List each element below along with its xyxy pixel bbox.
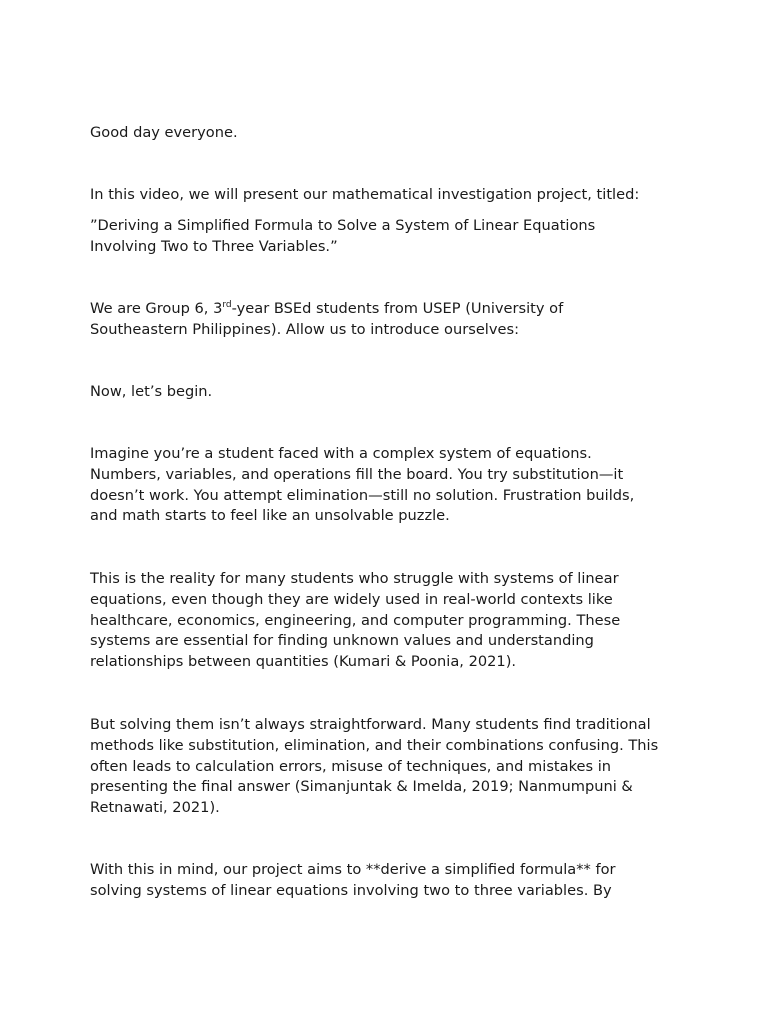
text-line: Involving Two to Three Variables.” [90,237,338,255]
begin-paragraph [90,382,690,403]
text-line: solving systems of linear equations involving two to three variables. By [90,881,612,899]
intro-paragraph [90,185,690,206]
text-line: Retnawati, 2021). [90,799,220,817]
solving-paragraph [90,715,690,819]
text-line [90,299,690,320]
text-line: But solving them isn’t always straightforward. Many students find traditional [90,716,651,733]
text-line: healthcare, economics, engineering, and computer programming. These [90,611,621,629]
text-line: In this video, we will present our mathematical investigation project, titled: [90,186,640,203]
text-segment: We are Group 6, 3 [90,300,223,317]
text-line: and math starts to feel like an unsolvable puzzle. [90,507,450,525]
imagine-paragraph [90,444,690,527]
text-line: Imagine you’re a student faced with a complex system of equations. [90,445,592,462]
text-line: relationships between quantities (Kumari & Poonia, 2021). [90,653,517,671]
group-intro-paragraph [90,299,690,341]
text-line: doesn’t work. You attempt elimination—still no solution. Frustration builds, [90,486,635,504]
text-line: With this in mind, our project aims to **derive a simplified formula** for [90,861,616,878]
reality-paragraph [90,569,690,673]
text-line: methods like substitution, elimination, and their combinations confusing. This [90,736,659,754]
text-line: Good day everyone. [90,124,238,141]
text-line: presenting the final answer (Simanjuntak & Imelda, 2019; Nanmumpuni & [90,778,633,796]
text-line: often leads to calculation errors, misuse of techniques, and mistakes in [90,757,612,775]
greeting-paragraph [90,123,690,144]
project-title-paragraph [90,216,690,258]
text-line: This is the reality for many students who struggle with systems of linear [90,570,619,587]
aim-paragraph [90,860,690,902]
text-line: systems are essential for finding unknown values and understanding [90,632,594,650]
text-line: ”Deriving a Simplified Formula to Solve a System of Linear Equations [90,217,596,234]
text-line: equations, even though they are widely used in real-world contexts like [90,590,613,608]
text-segment: -year BSEd students from USEP (University of [231,300,564,317]
text-line: Numbers, variables, and operations fill the board. You try substitution—it [90,465,624,483]
text-line: Now, let’s begin. [90,383,213,400]
ordinal-superscript: rd [222,300,232,310]
text-line: Southeastern Philippines). Allow us to introduce ourselves: [90,320,519,338]
